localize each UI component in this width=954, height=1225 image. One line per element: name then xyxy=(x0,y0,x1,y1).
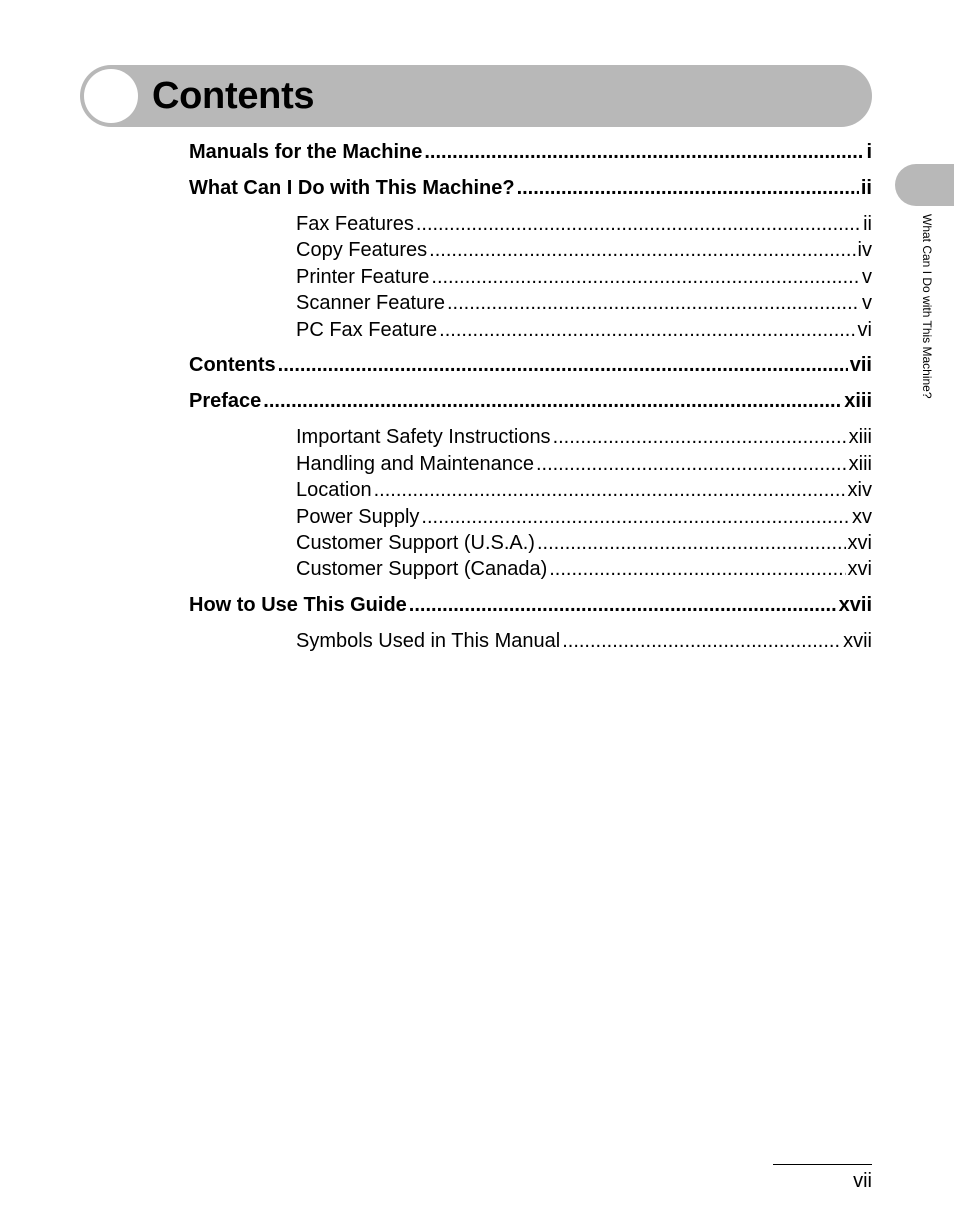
toc-entry-page: xv xyxy=(852,506,872,528)
page-title: Contents xyxy=(152,75,315,117)
toc-entry-handling-maintenance[interactable] xyxy=(296,451,872,477)
toc-entry-label: Printer Feature xyxy=(296,266,430,288)
toc-leader-dots xyxy=(536,451,847,477)
toc-leader-dots xyxy=(431,264,860,290)
toc-leader-dots xyxy=(517,175,859,201)
toc-entry-label: What Can I Do with This Machine? xyxy=(189,177,515,199)
toc-entry-pc-fax-feature[interactable] xyxy=(296,317,872,343)
toc-entry-support-usa[interactable] xyxy=(296,530,872,556)
toc-entry-page: v xyxy=(862,266,872,288)
toc-entry-label: Symbols Used in This Manual xyxy=(296,630,561,652)
toc-entry-label: Power Supply xyxy=(296,506,420,528)
toc-entry-preface[interactable] xyxy=(189,388,872,414)
footer-rule xyxy=(773,1164,872,1165)
toc-leader-dots xyxy=(424,139,864,165)
toc-entry-page: vii xyxy=(849,354,872,376)
toc-entry-scanner-feature[interactable] xyxy=(296,290,872,316)
toc-entry-page: xiii xyxy=(848,453,872,475)
toc-leader-dots xyxy=(263,388,842,414)
page-number: vii xyxy=(853,1170,872,1192)
toc-entry-manuals[interactable] xyxy=(189,139,872,165)
toc-entry-label: Copy Features xyxy=(296,239,428,261)
toc-leader-dots xyxy=(421,504,850,530)
toc-leader-dots xyxy=(278,352,848,378)
toc-entry-label: Customer Support (U.S.A.) xyxy=(296,532,535,554)
side-tab-label: What Can I Do with This Machine? xyxy=(920,214,934,399)
toc-entry-label: Contents xyxy=(189,354,276,376)
toc-leader-dots xyxy=(416,211,861,237)
toc-entry-label: How to Use This Guide xyxy=(189,594,407,616)
toc-entry-label: Important Safety Instructions xyxy=(296,426,551,448)
toc-entry-how-to-use[interactable] xyxy=(189,592,872,618)
toc-entry-label: Preface xyxy=(189,390,262,412)
toc-entry-location[interactable] xyxy=(296,477,872,503)
toc-entry-page: xvii xyxy=(838,594,872,616)
side-tab xyxy=(895,164,954,206)
toc-leader-dots xyxy=(409,592,837,618)
toc-entry-page: v xyxy=(862,292,872,314)
toc-entry-label: Customer Support (Canada) xyxy=(296,558,548,580)
toc-entry-label: Handling and Maintenance xyxy=(296,453,534,475)
toc-leader-dots xyxy=(549,556,845,582)
title-circle-decoration xyxy=(84,69,138,123)
toc-entry-printer-feature[interactable] xyxy=(296,264,872,290)
toc-entry-page: xiii xyxy=(844,390,872,412)
toc-entry-page: xiii xyxy=(848,426,872,448)
toc-leader-dots xyxy=(439,317,855,343)
toc-entry-page: vi xyxy=(857,319,872,341)
toc-entry-label: Manuals for the Machine xyxy=(189,141,423,163)
toc-entry-contents[interactable] xyxy=(189,352,872,378)
toc-entry-page: xiv xyxy=(847,479,872,501)
toc-entry-label: Fax Features xyxy=(296,213,414,235)
toc-entry-label: PC Fax Feature xyxy=(296,319,438,341)
toc-entry-label: Scanner Feature xyxy=(296,292,445,314)
toc-leader-dots xyxy=(537,530,846,556)
toc-leader-dots xyxy=(374,477,846,503)
toc-leader-dots xyxy=(553,424,847,450)
toc-entry-page: ii xyxy=(863,213,872,235)
toc-entry-page: i xyxy=(866,141,872,163)
toc-entry-page: ii xyxy=(860,177,872,199)
toc-entry-page: xvii xyxy=(843,630,872,652)
toc-entry-what-can-i-do[interactable] xyxy=(189,175,872,201)
toc-entry-support-canada[interactable] xyxy=(296,556,872,582)
toc-entry-power-supply[interactable] xyxy=(296,504,872,530)
toc-entry-copy-features[interactable] xyxy=(296,237,872,263)
toc-leader-dots xyxy=(447,290,860,316)
toc-entry-symbols[interactable] xyxy=(296,628,872,654)
toc-entry-label: Location xyxy=(296,479,372,501)
toc-entry-fax-features[interactable] xyxy=(296,211,872,237)
toc-entry-safety-instructions[interactable] xyxy=(296,424,872,450)
toc-entry-page: xvi xyxy=(847,558,872,580)
toc-leader-dots xyxy=(562,628,841,654)
toc-leader-dots xyxy=(429,237,855,263)
toc-entry-page: iv xyxy=(857,239,872,261)
toc-entry-page: xvi xyxy=(847,532,872,554)
